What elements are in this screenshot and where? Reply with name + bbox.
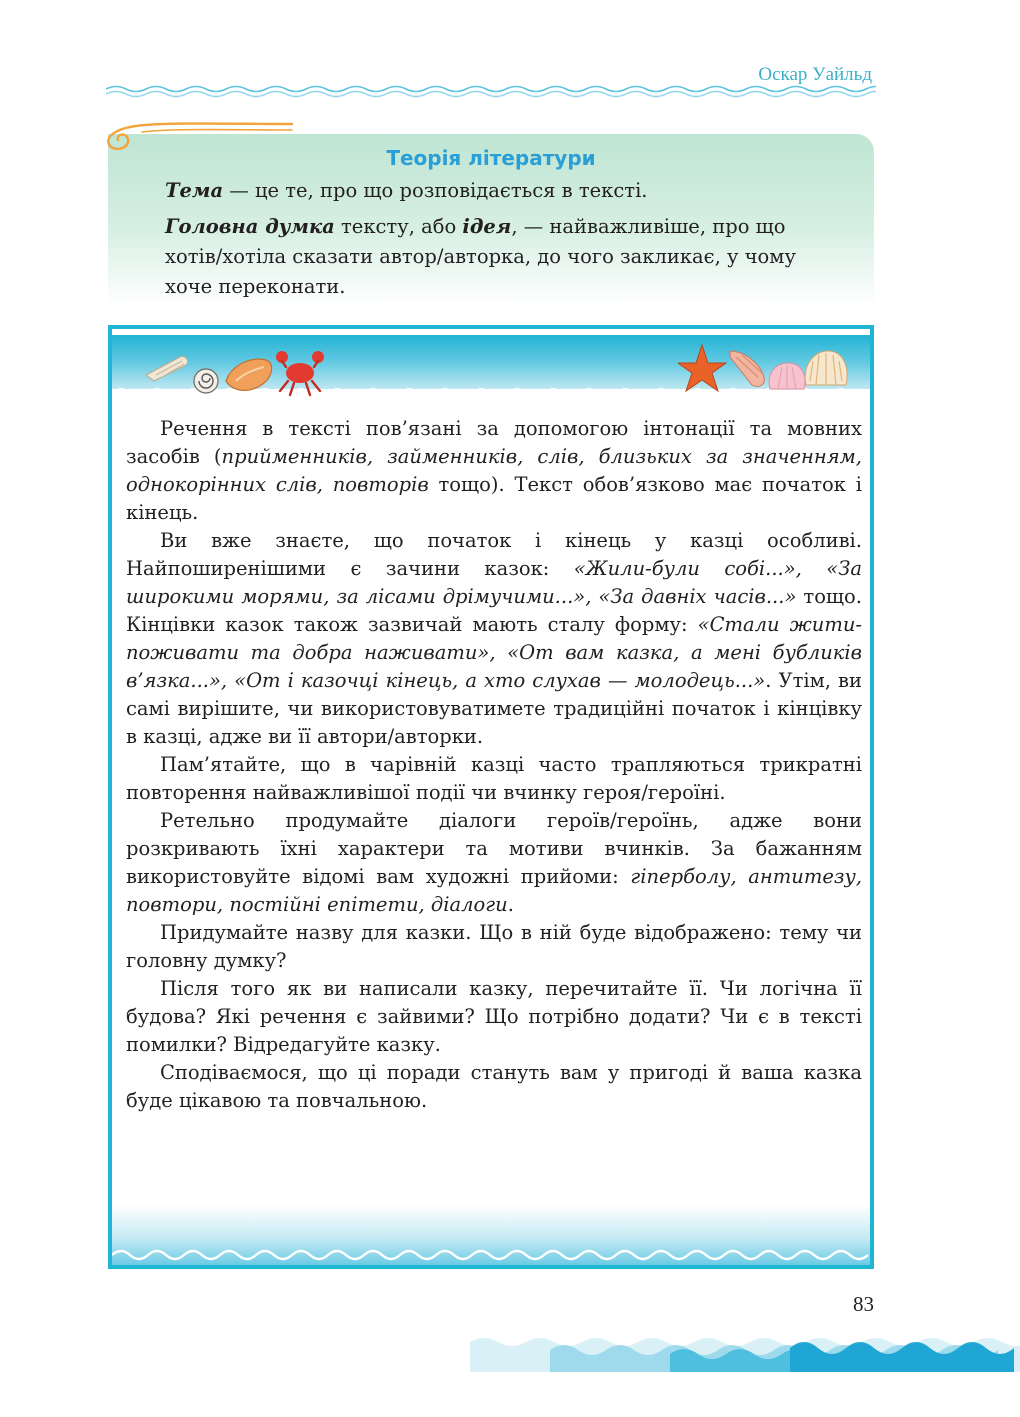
scallop-shell-icon [805, 351, 847, 385]
bottom-wave-icon [112, 1247, 870, 1263]
starfish-icon [678, 345, 726, 391]
text-run: Ви вже знаєте, що початок і кінець у казці особливі. Найпоширенішими є зачини казок: [126, 529, 862, 580]
tips-paragraph-6: Після того як ви написали казку, перечитайте її. Чи логічна її будова? Які речення є зайвими? Що потрібно додати? Чи є в тексті помилки? Відредагуйте казку. [126, 977, 862, 1056]
tips-paragraph-2 [126, 527, 862, 751]
term-idea: ідея [462, 215, 512, 238]
text-run: . [507, 893, 514, 916]
scallop-shell-icon [769, 363, 805, 389]
term-theme: Тема [165, 179, 224, 202]
definition-idea-mid: тексту, або [334, 215, 463, 238]
italic-run: «Стали жити-поживати та добра наживати», «От вам казка, а мені бубликів в’язка...», «От і казочці кінець, а хто слухав — молодець...» [126, 613, 862, 692]
page-number: 83 [853, 1292, 874, 1316]
theory-definition-theme [165, 176, 844, 206]
definition-idea-text: , — найважливіше, про що хотів/хотіла сказати автор/авторка, до чого закликає, у чому хоче переконати. [165, 215, 796, 298]
bottom-wave-decoration [470, 1320, 1020, 1372]
crab-icon [276, 351, 324, 395]
definition-theme-text: — це те, про що розповідається в тексті. [223, 179, 648, 202]
text-run: . Утім, ви самі вирішите, чи використовуватимете традиційні початок і кінцівку в казці, адже ви її автори/авторки. [126, 669, 863, 748]
tips-paragraph-5: Придумайте назву для казки. Що в ній буде відображено: тему чи головну думку? [126, 921, 862, 972]
text-run: тощо). Текст обов’язково має початок і кінець. [126, 473, 862, 524]
italic-run: гіперболу, антитезу, повтори, постійні епітети, діалоги [126, 865, 863, 916]
tips-paragraph-1 [126, 415, 862, 527]
theory-box [108, 134, 874, 306]
text-run: Речення в тексті пов’язані за допомогою інтонації та мовних засобів ( [126, 417, 862, 468]
swirl-ornament-icon [96, 112, 296, 154]
bottom-sea-band [112, 1205, 870, 1265]
tips-paragraph-4 [126, 807, 862, 919]
nautilus-shell-icon [194, 369, 218, 393]
sea-band-decoration [112, 335, 870, 389]
theory-definition-idea [165, 212, 844, 302]
top-wave-divider [106, 84, 876, 98]
shells-right-group [678, 341, 848, 397]
theory-text [165, 176, 844, 308]
italic-run: прийменників, займенників, слів, близьких за значенням, однокорінних слів, повторів [126, 445, 863, 496]
tips-paragraph-3: Пам’ятайте, що в чарівній казці часто трапляються трикратні повторення найважливішої події чи вчинку героя/героїні. [126, 753, 862, 804]
term-main-idea: Головна думка [165, 215, 335, 238]
theory-title: Теорія літератури [386, 146, 596, 170]
spiral-shell-icon [146, 357, 188, 381]
shells-left-group [140, 337, 330, 399]
tips-text [126, 415, 862, 1115]
spiral-shell-icon [730, 351, 764, 387]
author-running-head: Оскар Уайльд [758, 64, 872, 85]
tips-box [108, 325, 874, 1269]
text-run: Ретельно продумайте діалоги героїв/героїнь, адже вони розкривають їхні характери та мотиви вчинків. За бажанням використовуйте відомі вам художні прийоми: [126, 809, 862, 888]
conch-shell-icon [226, 359, 272, 390]
text-run: тощо. Кінцівки казок також зазвичай мають сталу форму: [126, 585, 862, 636]
tips-paragraph-7: Сподіваємося, що ці поради стануть вам у пригоді й ваша казка буде цікавою та повчальною. [126, 1061, 862, 1112]
italic-run: «Жили-були собі...», «За широкими морями, за лісами дрімучими...», «За давніх часів...» [126, 557, 863, 608]
